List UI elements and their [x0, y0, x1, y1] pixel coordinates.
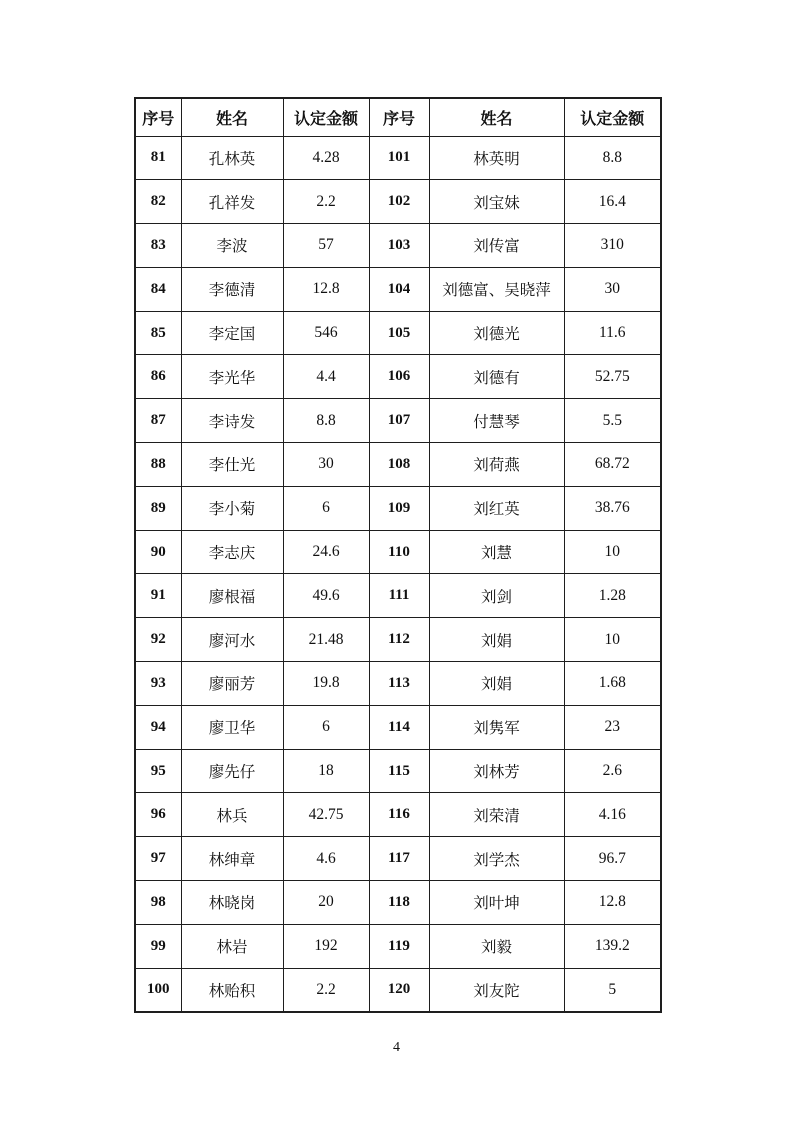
- name-cell: 刘毅: [429, 924, 564, 968]
- name-cell: 廖卫华: [181, 705, 283, 749]
- table-row: [135, 311, 661, 355]
- header-name-left: 姓名: [181, 98, 283, 136]
- serial-cell: 86: [135, 355, 181, 399]
- serial-cell: 101: [369, 136, 429, 180]
- serial-cell: 109: [369, 486, 429, 530]
- name-cell: 刘娟: [429, 662, 564, 706]
- amount-cell: 2.6: [564, 749, 661, 793]
- serial-cell: 91: [135, 574, 181, 618]
- serial-cell: 117: [369, 837, 429, 881]
- serial-cell: 94: [135, 705, 181, 749]
- amount-cell: 38.76: [564, 486, 661, 530]
- table-row: [135, 881, 661, 925]
- amount-cell: 21.48: [283, 618, 369, 662]
- amount-cell: 19.8: [283, 662, 369, 706]
- name-cell: 李诗发: [181, 399, 283, 443]
- header-serial-left: 序号: [135, 98, 181, 136]
- name-cell: 刘隽军: [429, 705, 564, 749]
- table-row: [135, 618, 661, 662]
- name-cell: 刘荷燕: [429, 443, 564, 487]
- serial-cell: 102: [369, 180, 429, 224]
- name-cell: 李光华: [181, 355, 283, 399]
- amount-cell: 23: [564, 705, 661, 749]
- amount-cell: 4.28: [283, 136, 369, 180]
- amount-cell: 68.72: [564, 443, 661, 487]
- name-cell: 廖先仔: [181, 749, 283, 793]
- serial-cell: 95: [135, 749, 181, 793]
- name-cell: 廖根福: [181, 574, 283, 618]
- serial-cell: 114: [369, 705, 429, 749]
- table-row: [135, 837, 661, 881]
- table-row: [135, 443, 661, 487]
- serial-cell: 119: [369, 924, 429, 968]
- serial-cell: 111: [369, 574, 429, 618]
- amount-cell: 18: [283, 749, 369, 793]
- name-cell: 李德清: [181, 267, 283, 311]
- table-row: [135, 486, 661, 530]
- serial-cell: 90: [135, 530, 181, 574]
- name-cell: 付慧琴: [429, 399, 564, 443]
- table-row: [135, 793, 661, 837]
- table-row: [135, 705, 661, 749]
- serial-cell: 81: [135, 136, 181, 180]
- serial-cell: 89: [135, 486, 181, 530]
- amount-cell: 192: [283, 924, 369, 968]
- amount-cell: 57: [283, 224, 369, 268]
- page-number: 4: [393, 1040, 400, 1055]
- amount-cell: 8.8: [564, 136, 661, 180]
- name-cell: 林贻积: [181, 968, 283, 1012]
- name-cell: 林英明: [429, 136, 564, 180]
- amount-cell: 139.2: [564, 924, 661, 968]
- name-cell: 刘德光: [429, 311, 564, 355]
- amount-cell: 30: [564, 267, 661, 311]
- header-name-right: 姓名: [429, 98, 564, 136]
- name-cell: 刘宝妹: [429, 180, 564, 224]
- amount-cell: 2.2: [283, 968, 369, 1012]
- amount-cell: 6: [283, 486, 369, 530]
- serial-cell: 84: [135, 267, 181, 311]
- amount-cell: 49.6: [283, 574, 369, 618]
- table-row: [135, 574, 661, 618]
- header-amount-right: 认定金额: [564, 98, 661, 136]
- amount-cell: 2.2: [283, 180, 369, 224]
- amount-cell: 6: [283, 705, 369, 749]
- serial-cell: 116: [369, 793, 429, 837]
- amount-cell: 24.6: [283, 530, 369, 574]
- amount-cell: 12.8: [283, 267, 369, 311]
- serial-cell: 103: [369, 224, 429, 268]
- name-cell: 刘剑: [429, 574, 564, 618]
- amount-cell: 4.16: [564, 793, 661, 837]
- amount-cell: 546: [283, 311, 369, 355]
- table-row: [135, 136, 661, 180]
- serial-cell: 100: [135, 968, 181, 1012]
- serial-cell: 96: [135, 793, 181, 837]
- serial-cell: 118: [369, 881, 429, 925]
- serial-cell: 82: [135, 180, 181, 224]
- amount-cell: 4.4: [283, 355, 369, 399]
- name-cell: 刘传富: [429, 224, 564, 268]
- name-cell: 孔祥发: [181, 180, 283, 224]
- serial-cell: 105: [369, 311, 429, 355]
- amount-cell: 52.75: [564, 355, 661, 399]
- name-cell: 李波: [181, 224, 283, 268]
- amount-cell: 310: [564, 224, 661, 268]
- amount-table: [134, 97, 662, 1013]
- amount-cell: 12.8: [564, 881, 661, 925]
- name-cell: 林晓岗: [181, 881, 283, 925]
- name-cell: 刘德有: [429, 355, 564, 399]
- amount-cell: 96.7: [564, 837, 661, 881]
- table-row: [135, 267, 661, 311]
- table-row: [135, 399, 661, 443]
- serial-cell: 107: [369, 399, 429, 443]
- name-cell: 廖河水: [181, 618, 283, 662]
- name-cell: 林兵: [181, 793, 283, 837]
- table-row: [135, 968, 661, 1012]
- serial-cell: 88: [135, 443, 181, 487]
- amount-cell: 5: [564, 968, 661, 1012]
- name-cell: 刘红英: [429, 486, 564, 530]
- name-cell: 李定国: [181, 311, 283, 355]
- serial-cell: 87: [135, 399, 181, 443]
- name-cell: 刘德富、吴晓萍: [429, 267, 564, 311]
- header-serial-right: 序号: [369, 98, 429, 136]
- serial-cell: 110: [369, 530, 429, 574]
- table-row: [135, 224, 661, 268]
- amount-cell: 10: [564, 530, 661, 574]
- serial-cell: 113: [369, 662, 429, 706]
- name-cell: 刘林芳: [429, 749, 564, 793]
- amount-cell: 16.4: [564, 180, 661, 224]
- name-cell: 李仕光: [181, 443, 283, 487]
- serial-cell: 108: [369, 443, 429, 487]
- name-cell: 李小菊: [181, 486, 283, 530]
- amount-cell: 30: [283, 443, 369, 487]
- name-cell: 廖丽芳: [181, 662, 283, 706]
- table-row: [135, 180, 661, 224]
- name-cell: 林岩: [181, 924, 283, 968]
- amount-cell: 11.6: [564, 311, 661, 355]
- table-row: [135, 924, 661, 968]
- name-cell: 刘学杰: [429, 837, 564, 881]
- serial-cell: 99: [135, 924, 181, 968]
- amount-cell: 1.28: [564, 574, 661, 618]
- name-cell: 刘荣清: [429, 793, 564, 837]
- amount-cell: 4.6: [283, 837, 369, 881]
- name-cell: 刘友陀: [429, 968, 564, 1012]
- table-row: [135, 662, 661, 706]
- table-row: [135, 530, 661, 574]
- serial-cell: 106: [369, 355, 429, 399]
- serial-cell: 83: [135, 224, 181, 268]
- name-cell: 刘娟: [429, 618, 564, 662]
- table-body: [135, 136, 661, 1012]
- amount-cell: 10: [564, 618, 661, 662]
- table-header-row: [135, 98, 661, 136]
- serial-cell: 115: [369, 749, 429, 793]
- amount-cell: 1.68: [564, 662, 661, 706]
- amount-cell: 20: [283, 881, 369, 925]
- header-amount-left: 认定金额: [283, 98, 369, 136]
- table-row: [135, 749, 661, 793]
- serial-cell: 92: [135, 618, 181, 662]
- serial-cell: 104: [369, 267, 429, 311]
- serial-cell: 120: [369, 968, 429, 1012]
- serial-cell: 112: [369, 618, 429, 662]
- table-row: [135, 355, 661, 399]
- name-cell: 李志庆: [181, 530, 283, 574]
- name-cell: 林绅章: [181, 837, 283, 881]
- name-cell: 孔林英: [181, 136, 283, 180]
- amount-cell: 42.75: [283, 793, 369, 837]
- amount-cell: 5.5: [564, 399, 661, 443]
- serial-cell: 93: [135, 662, 181, 706]
- name-cell: 刘叶坤: [429, 881, 564, 925]
- amount-cell: 8.8: [283, 399, 369, 443]
- serial-cell: 85: [135, 311, 181, 355]
- serial-cell: 97: [135, 837, 181, 881]
- serial-cell: 98: [135, 881, 181, 925]
- name-cell: 刘慧: [429, 530, 564, 574]
